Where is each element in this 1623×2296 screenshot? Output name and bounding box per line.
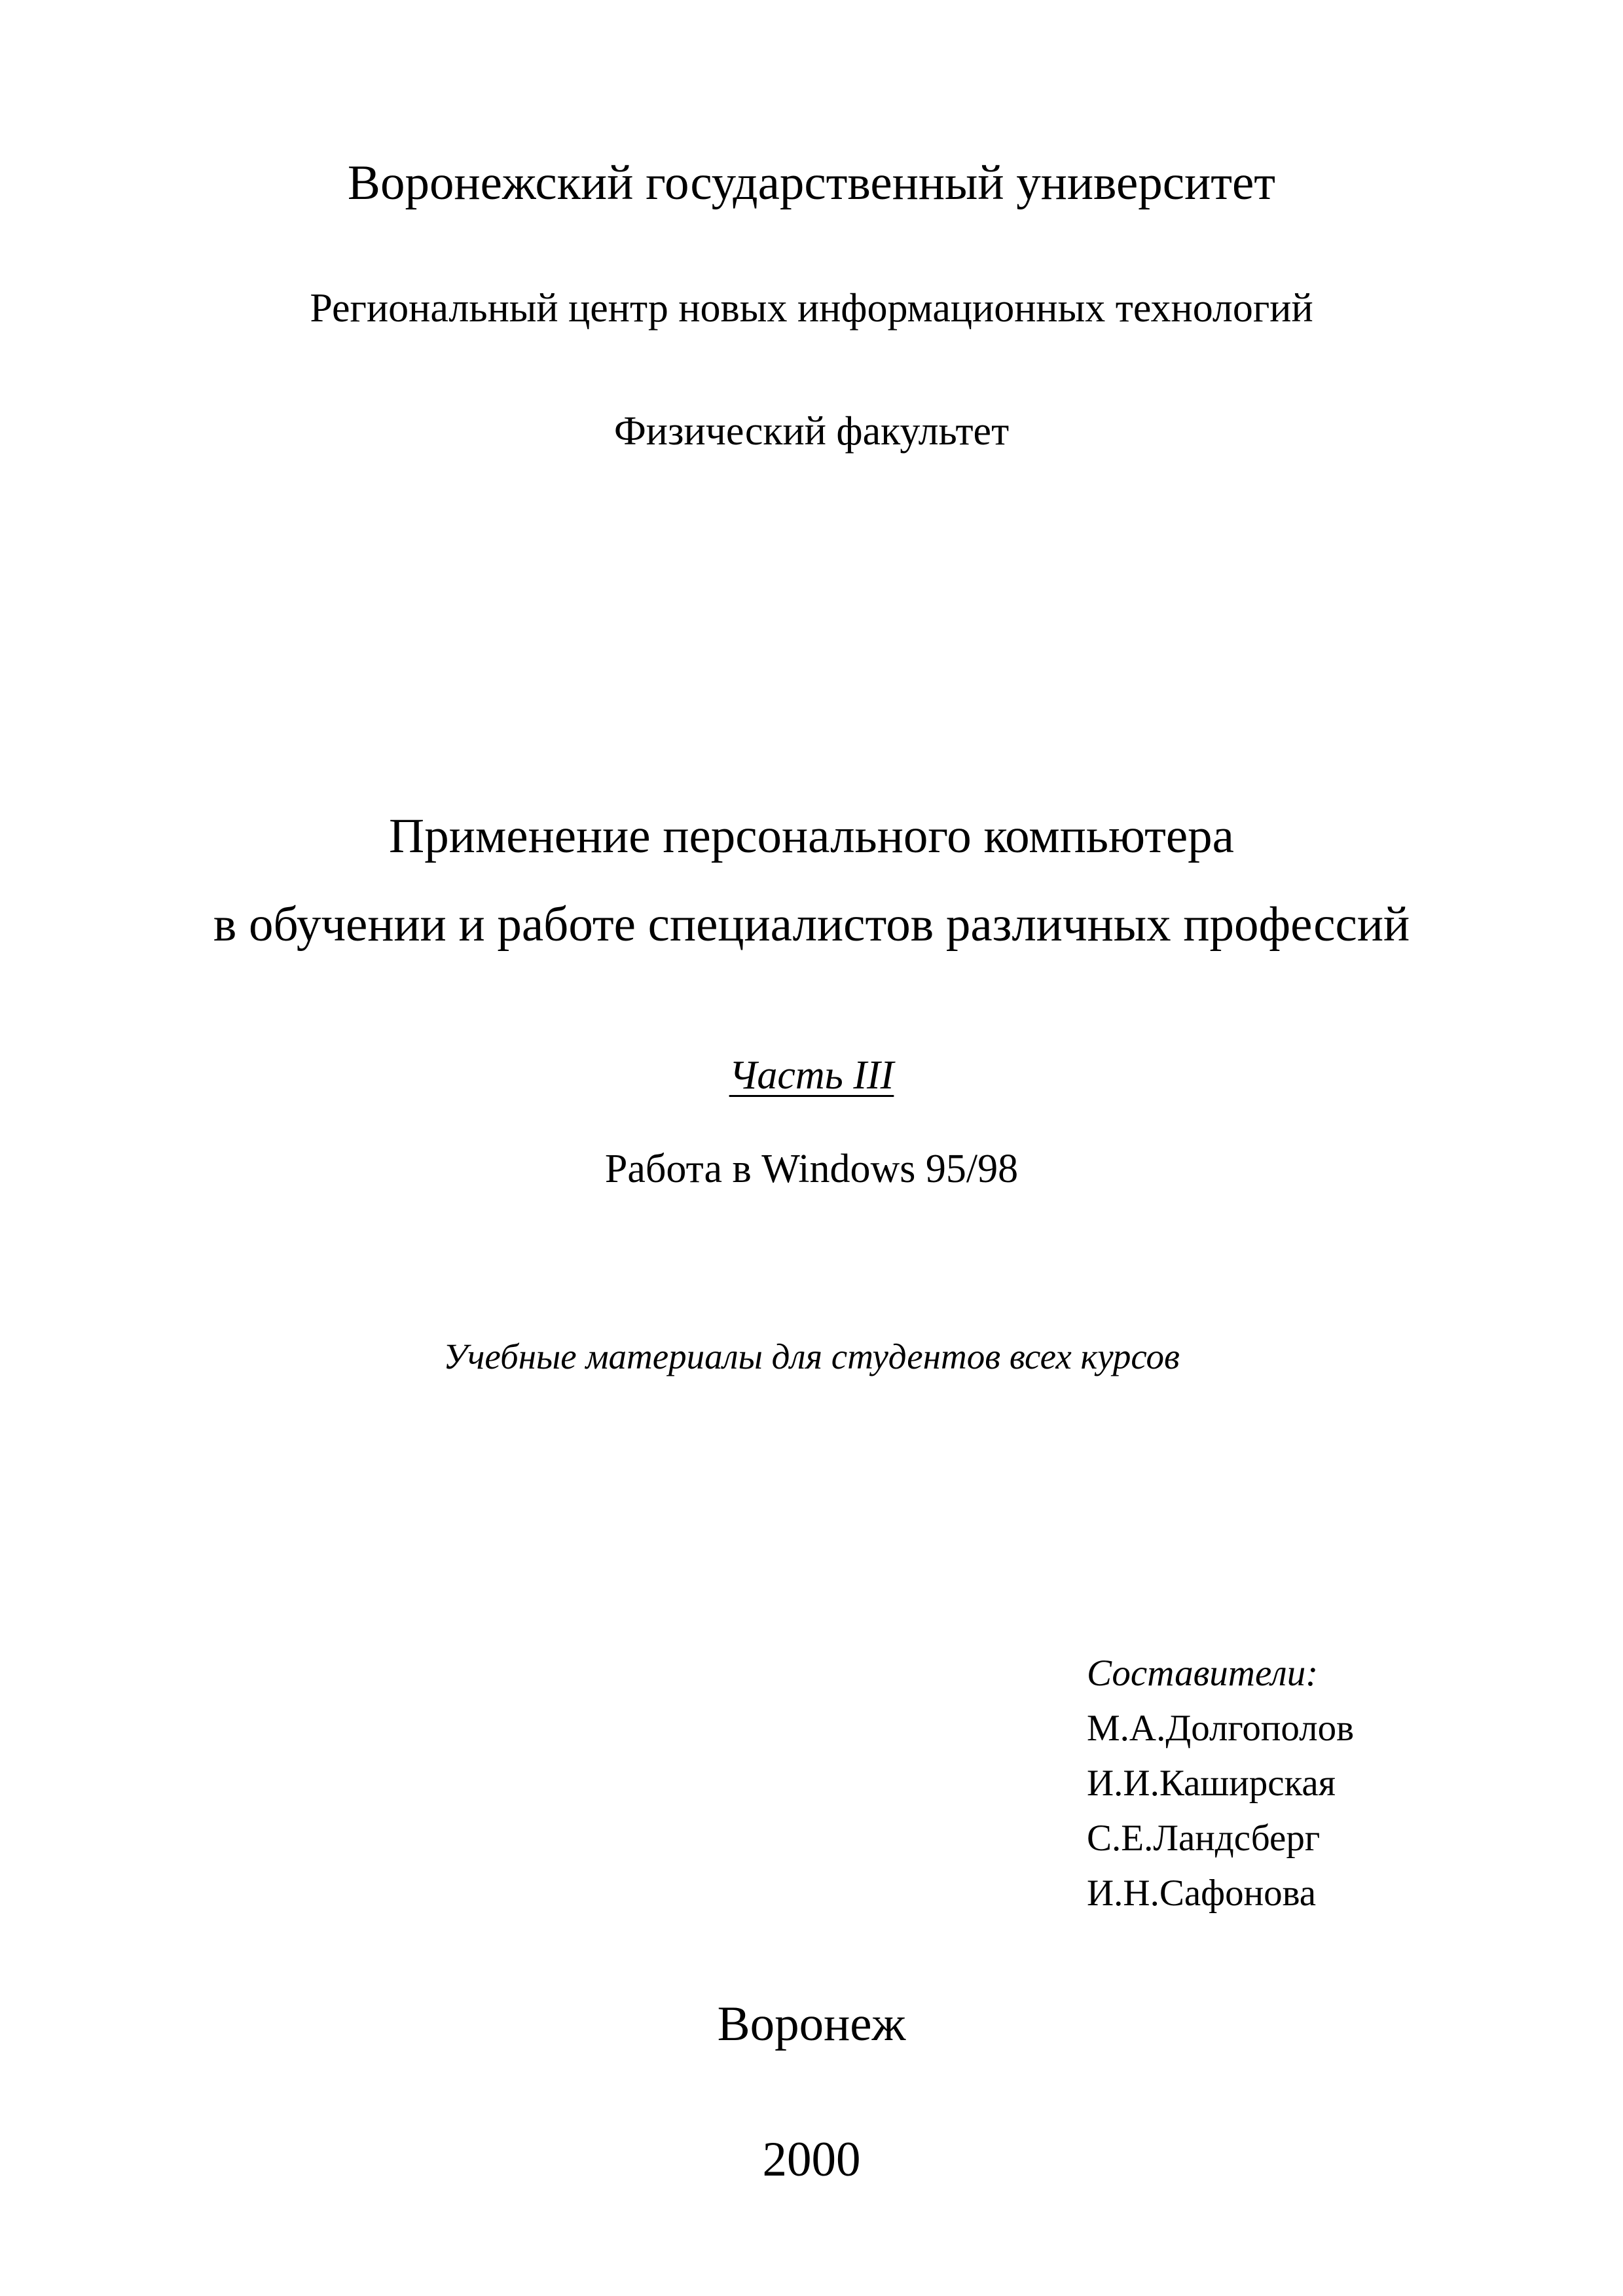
faculty-name: Физический факультет <box>613 409 1010 454</box>
university-name: Воронежский государственный университет <box>347 156 1276 210</box>
compilers-label: Составители: <box>1087 1653 1319 1694</box>
document-title-line-1: Применение персонального компьютера <box>389 809 1234 863</box>
compilers-block <box>1087 1646 1354 1921</box>
document-subtitle: Работа в Windows 95/98 <box>604 1147 1019 1191</box>
materials-description: Учебные материалы для студентов всех курсов <box>443 1336 1180 1376</box>
part-label: Часть III <box>729 1053 894 1098</box>
compiler-name: М.А.Долгополов <box>1087 1708 1354 1749</box>
compiler-name: И.И.Каширская <box>1087 1763 1336 1804</box>
center-name: Региональный центр новых информационных технологий <box>310 286 1313 331</box>
compiler-name: С.Е.Ландсберг <box>1087 1818 1321 1859</box>
compiler-name: И.Н.Сафонова <box>1087 1873 1317 1914</box>
publication-year: 2000 <box>762 2132 861 2187</box>
city-name: Воронеж <box>717 1997 906 2051</box>
document-title-line-2: в обучении и работе специалистов различных профессий <box>213 897 1410 952</box>
